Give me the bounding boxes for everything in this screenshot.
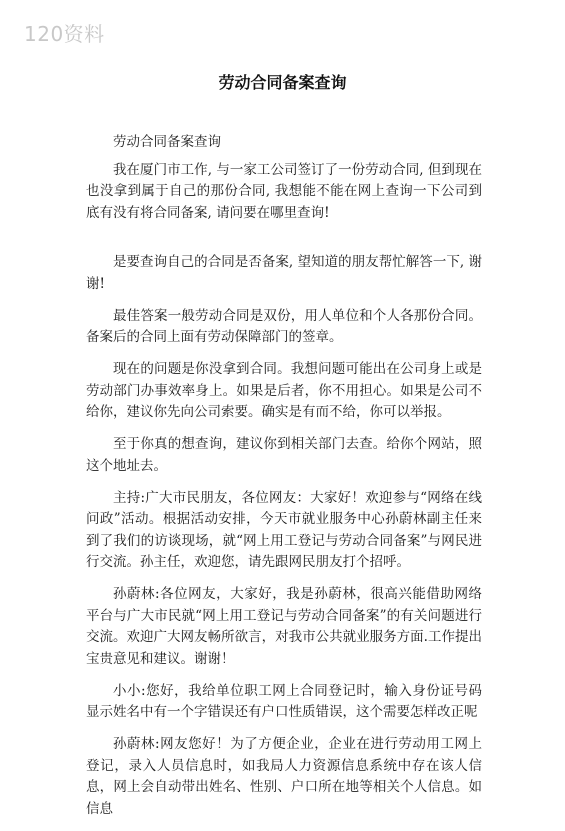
paragraph-host-intro: 主持:广大市民朋友，各位网友：大家好！欢迎参与“网络在线问政”活动。根据活动安排，今天市就业服务中心孙蔚林副主任来到了我们的访谈现场，就“网上用工登记与劳动合同备案”与网民进行交流。孙主任，欢迎您，请先跟网民朋友打个招呼。 — [86, 489, 482, 570]
paragraph-answer-problem: 现在的问题是你没拿到合同。我想问题可能出在公司身上或是劳动部门办事效率身上。如果是后者，你不用担心。如果是公司不给你，建议你先向公司索要。确实是有而不给，你可以举报。 — [86, 361, 482, 420]
page-title: 劳动合同备案查询 — [218, 73, 347, 92]
paragraph-question: 我在厦门市工作, 与一家工公司签订了一份劳动合同, 但到现在也没拿到属于自己的那份合同, 我想能不能在网上查询一下公司到底有没有将合同备案, 请问要在哪里查询! — [86, 161, 482, 221]
paragraph-question-followup: 是要查询自己的合同是否备案, 望知道的朋友帮忙解答一下, 谢谢! — [86, 254, 482, 292]
paragraph-answer-query: 至于你真的想查询，建议你到相关部门去查。给你个网站，照这个地址去。 — [86, 436, 482, 474]
watermark-logo: 120资料 — [24, 22, 105, 46]
document-body — [86, 132, 482, 831]
paragraph-user-question: 小小:您好，我给单位职工网上合同登记时，输入身份证号码显示姓名中有一个字错误还有户口性质错误，这个需要怎样改正呢 — [86, 682, 482, 720]
paragraph-guest-intro: 孙蔚林:各位网友，大家好，我是孙蔚林，很高兴能借助网络平台与广大市民就“网上用工登记与劳动合同备案”的有关问题进行交流。欢迎广大网友畅所欲言，对我市公共就业服务方面.工作提出宝贵意见和建议。谢谢！ — [86, 586, 482, 667]
paragraph-subtitle: 劳动合同备案查询 — [113, 134, 221, 150]
paragraph-guest-reply: 孙蔚林:网友您好！为了方便企业，企业在进行劳动用工网上登记，录入人员信息时，如我局人力资源信息系统中存在该人信息，网上会自动带出姓名、性别、户口所在地等相关个人信息。如信息 — [86, 736, 482, 817]
paragraph-best-answer: 最佳答案一般劳动合同是双份，用人单位和个人各那份合同。备案后的合同上面有劳动保障部门的签章。 — [86, 307, 482, 345]
